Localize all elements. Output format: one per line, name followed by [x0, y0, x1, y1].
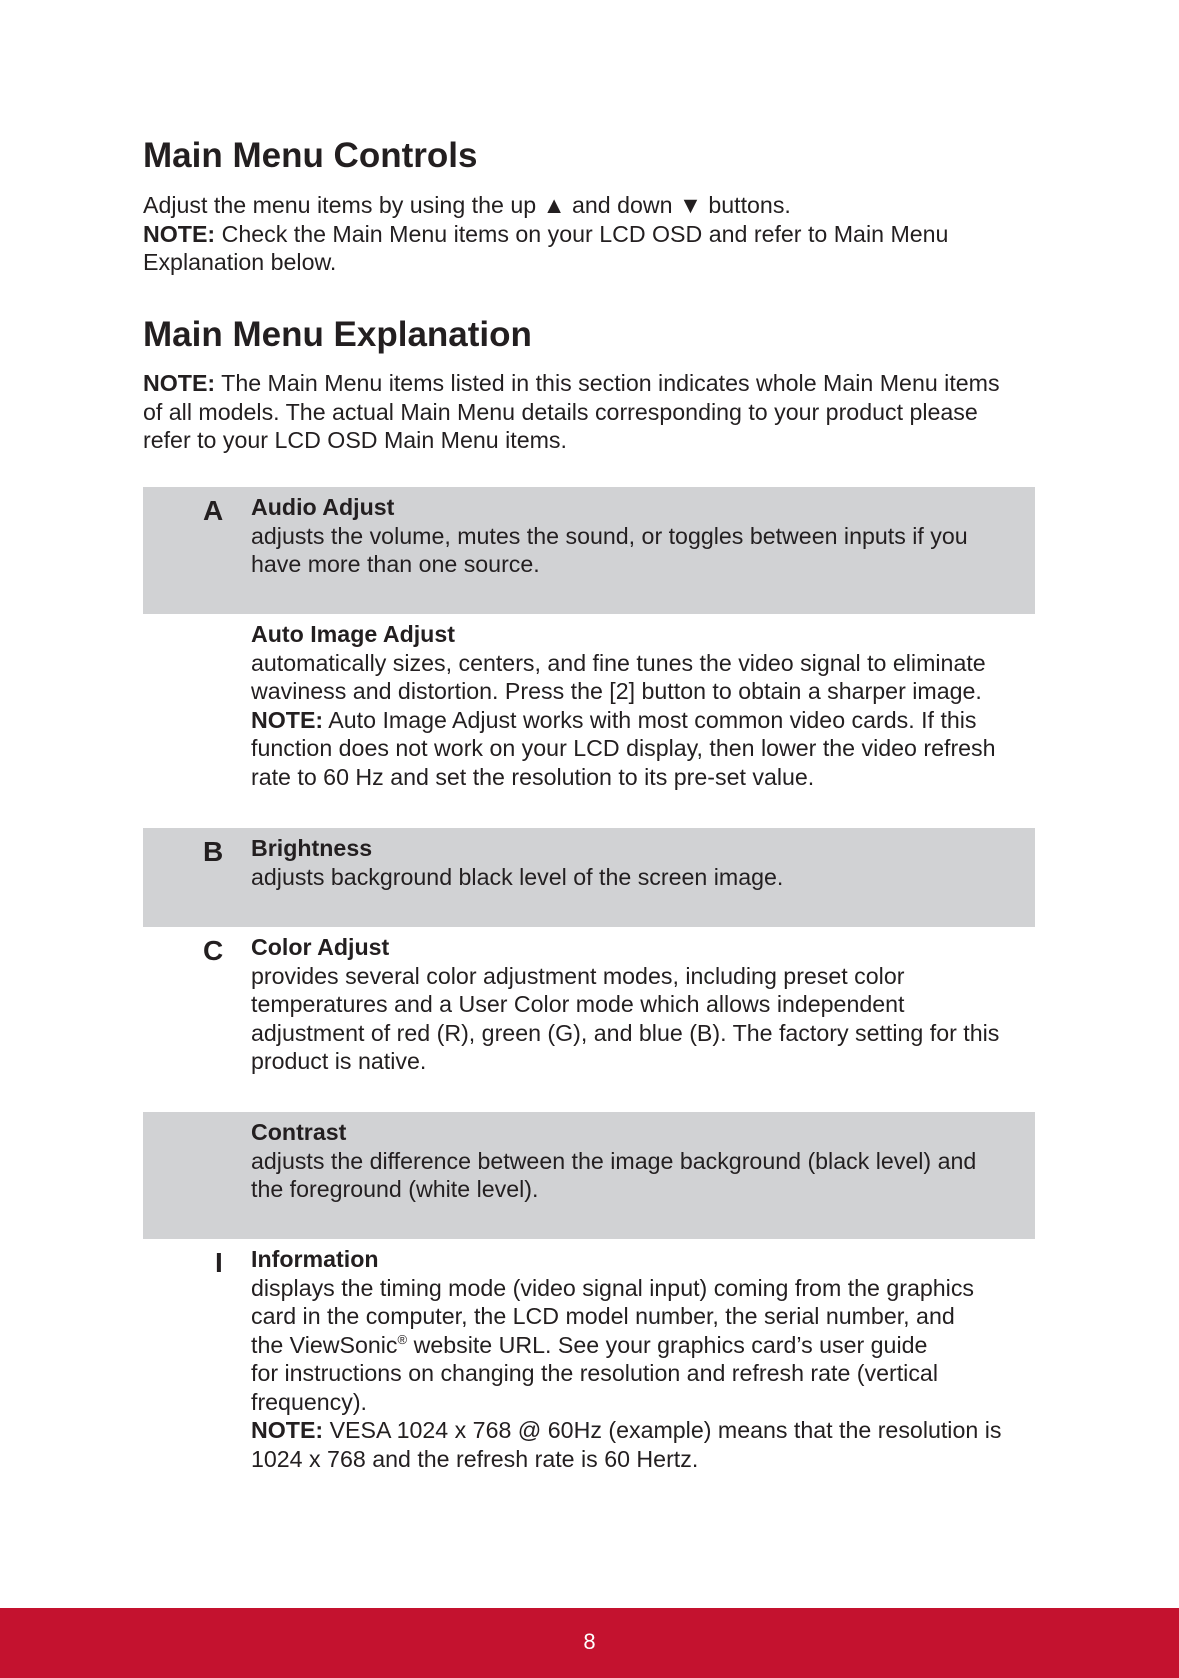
item-auto-image-title: Auto Image Adjust: [251, 621, 455, 647]
item-color-text: product is native.: [251, 1048, 427, 1074]
item-color-text: provides several color adjustment modes, including preset color: [251, 962, 905, 989]
menu-item-information: [143, 1239, 1035, 1479]
explanation-note-label: NOTE:: [143, 370, 216, 396]
item-auto-image-text: function does not work on your LCD display, then lower the video refresh: [251, 735, 996, 761]
menu-item-color-adjust: [143, 927, 1035, 1112]
item-contrast-body: [251, 1118, 1031, 1204]
item-audio-body: [251, 493, 1031, 579]
explanation-note-line-2: of all models. The actual Main Menu details corresponding to your product please: [143, 398, 978, 425]
item-letter-b: B: [203, 836, 224, 867]
explanation-note: [143, 369, 1035, 455]
page-number: 8: [583, 1629, 596, 1654]
item-information-title: Information: [251, 1246, 379, 1272]
item-letter-c: C: [203, 935, 224, 966]
item-brightness-title: Brightness: [251, 835, 373, 861]
item-information-text: [251, 1331, 1031, 1360]
item-auto-image-note: [251, 706, 1031, 735]
item-color-title: Color Adjust: [251, 934, 390, 960]
item-information-text: card in the computer, the LCD model number, the serial number, and: [251, 1303, 955, 1329]
viewsonic-text: the ViewSonic: [251, 1331, 398, 1358]
item-letter-a: A: [203, 495, 224, 526]
controls-line-1: Adjust the menu items by using the up ▲ and down ▼ buttons.: [143, 192, 791, 218]
item-brightness-text: adjusts background black level of the screen image.: [251, 863, 784, 890]
item-contrast-text: adjusts the difference between the image background (black level) and: [251, 1147, 977, 1174]
item-information-text: 1024 x 768 and the refresh rate is 60 Hertz.: [251, 1445, 699, 1472]
item-audio-text: adjusts the volume, mutes the sound, or toggles between inputs if you: [251, 522, 968, 549]
menu-item-audio-adjust: [143, 487, 1035, 614]
item-audio-title: Audio Adjust: [251, 494, 395, 520]
main-menu-controls-heading: Main Menu Controls: [143, 136, 478, 175]
item-auto-image-text: waviness and distortion. Press the [2] button to obtain a sharper image.: [251, 678, 982, 704]
explanation-note-line-3: refer to your LCD OSD Main Menu items.: [143, 427, 567, 453]
item-information-body: [251, 1245, 1031, 1473]
item-information-text: website URL. See your graphics card’s user guide: [407, 1331, 928, 1358]
item-information-text: VESA 1024 x 768 @ 60Hz (example) means that the resolution is: [323, 1417, 1002, 1443]
item-contrast-title: Contrast: [251, 1119, 347, 1145]
controls-text: [143, 191, 1035, 277]
item-information-text: frequency).: [251, 1388, 367, 1415]
note-label: NOTE:: [251, 706, 324, 733]
item-information-text: for instructions on changing the resolution and refresh rate (vertical: [251, 1360, 938, 1386]
item-audio-text: have more than one source.: [251, 551, 540, 577]
main-menu-explanation-heading: Main Menu Explanation: [143, 315, 532, 354]
item-letter-i: I: [215, 1247, 223, 1278]
controls-note-line-2: Explanation below.: [143, 249, 337, 275]
item-contrast-text: the foreground (white level).: [251, 1176, 539, 1202]
item-information-note: [251, 1416, 1031, 1445]
item-auto-image-text: automatically sizes, centers, and fine tunes the video signal to eliminate: [251, 649, 986, 676]
page-footer: [0, 1608, 1179, 1678]
item-brightness-body: [251, 834, 1031, 891]
item-color-text: temperatures and a User Color mode which allows independent: [251, 991, 905, 1017]
item-auto-image-text: Auto Image Adjust works with most common video cards. If this: [323, 706, 977, 733]
item-color-text: adjustment of red (R), green (G), and blue (B). The factory setting for this: [251, 1019, 1000, 1046]
item-color-body: [251, 933, 1031, 1076]
menu-item-contrast: [143, 1112, 1035, 1239]
item-auto-image-body: [251, 620, 1031, 791]
explanation-note-line-1: The Main Menu items listed in this section indicates whole Main Menu items: [215, 370, 1000, 396]
menu-item-auto-image-adjust: [143, 614, 1035, 828]
note-label: NOTE:: [251, 1417, 324, 1443]
controls-note-line-1: Check the Main Menu items on your LCD OSD and refer to Main Menu: [215, 220, 949, 247]
registered-mark: ®: [397, 1331, 408, 1347]
controls-note-label: NOTE:: [143, 220, 216, 247]
item-information-text: displays the timing mode (video signal input) coming from the graphics: [251, 1274, 975, 1301]
item-auto-image-text: rate to 60 Hz and set the resolution to its pre-set value.: [251, 763, 815, 790]
menu-item-brightness: [143, 828, 1035, 927]
